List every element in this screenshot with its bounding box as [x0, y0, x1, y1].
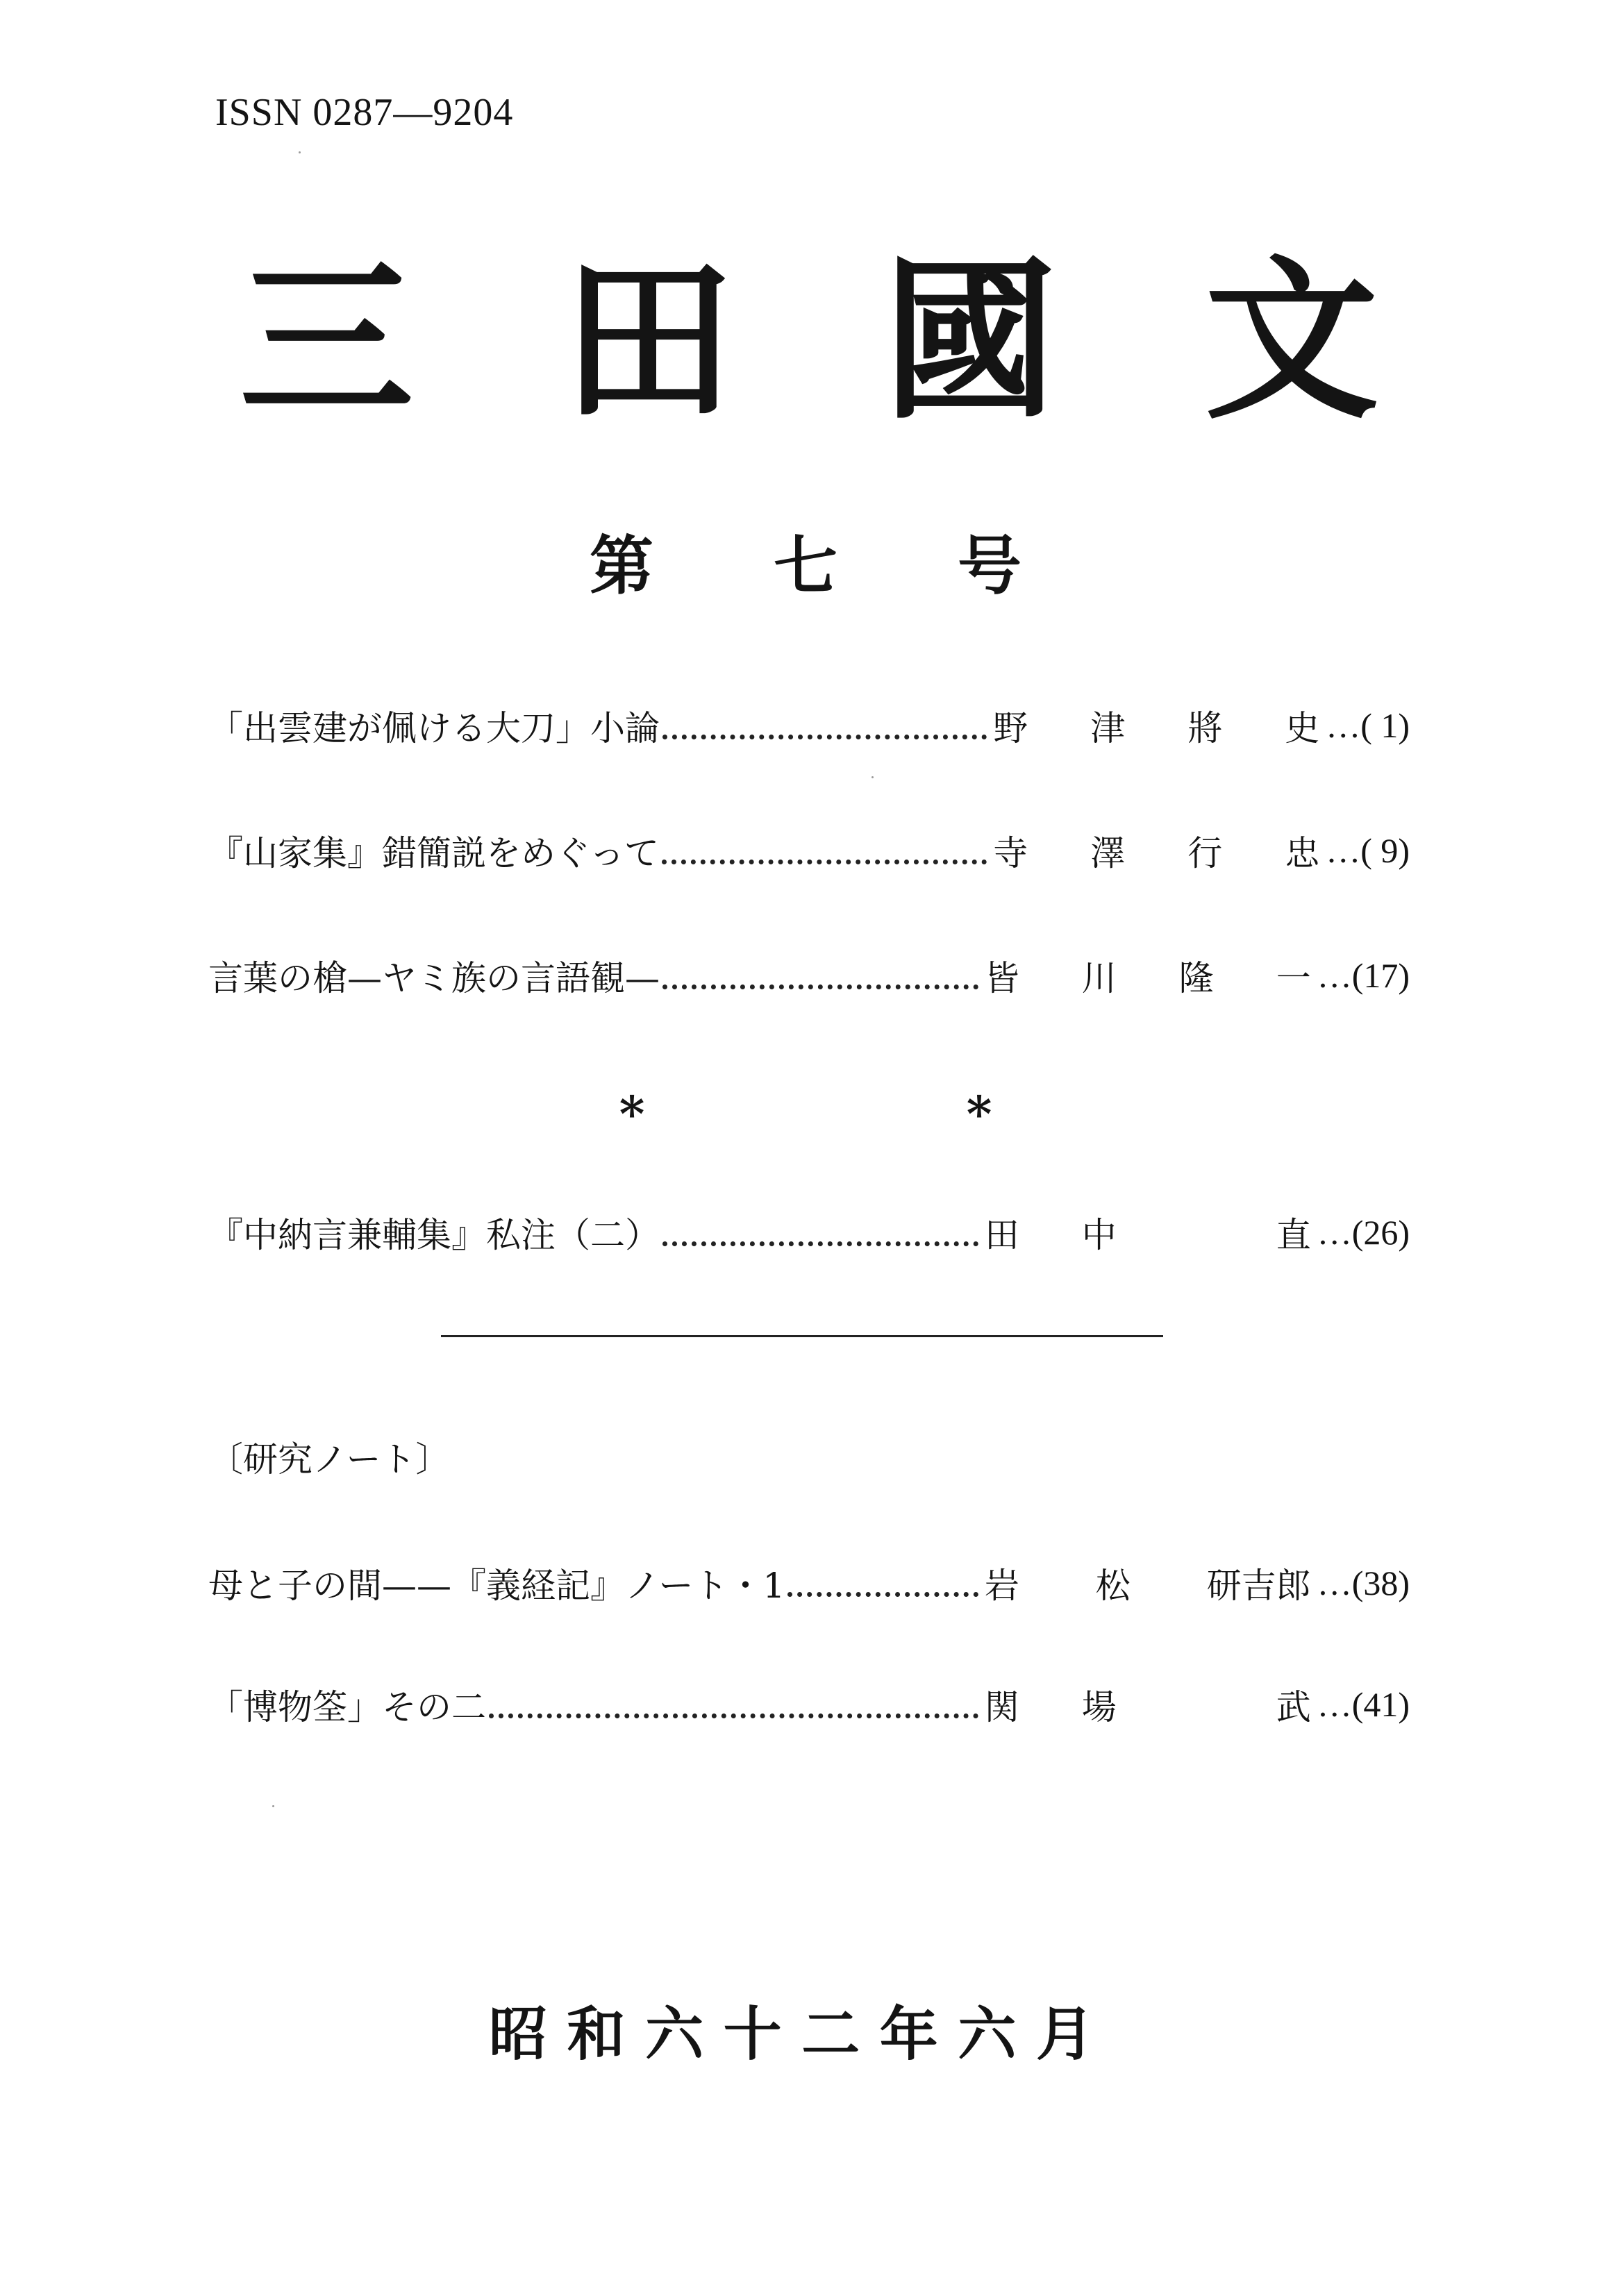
author-char: 史 — [1285, 708, 1320, 748]
journal-title-char: 文 — [1204, 238, 1378, 442]
note-title: 母と子の間——『義経記』ノート・1 — [208, 1566, 785, 1606]
page-number: …(17) — [1317, 956, 1410, 995]
star-mark: * — [619, 1085, 645, 1143]
date-char: 十 — [723, 2000, 782, 2068]
article-author — [990, 701, 1323, 751]
issue-number-char: 第 — [589, 528, 653, 603]
author-char: 野 — [993, 708, 1028, 748]
dot-leader — [662, 1241, 978, 1246]
author-char: 津 — [1090, 708, 1126, 748]
author-char: 川 — [1081, 958, 1117, 998]
page-number: …( 1) — [1326, 706, 1410, 745]
star-mark: * — [966, 1085, 992, 1143]
journal-title-char: 三 — [240, 238, 413, 442]
author-char: 皆 — [984, 958, 1019, 998]
article-title: 「出雲建が佩ける大刀」小論 — [208, 708, 660, 748]
author-char — [1176, 1679, 1217, 1729]
author-char: 岩 — [984, 1566, 1019, 1606]
dot-leader — [662, 984, 978, 989]
journal-title — [236, 240, 1382, 441]
date-char: 和 — [567, 2000, 626, 2068]
note-author — [981, 1558, 1315, 1608]
issn-number: ISSN 0287—9204 — [215, 91, 514, 134]
note-author — [981, 1679, 1315, 1729]
author-char: 武 — [1276, 1687, 1311, 1727]
author-char: 直 — [1276, 1215, 1311, 1255]
page-number: …(26) — [1317, 1213, 1410, 1252]
date-char: 月 — [1035, 2000, 1094, 2068]
dot-leader — [662, 735, 987, 739]
toc-entry — [208, 1677, 1410, 1732]
toc-entry — [208, 823, 1410, 878]
author-char: 中 — [1081, 1215, 1117, 1255]
issue-number-char: 号 — [957, 528, 1021, 603]
page-number: …(38) — [1317, 1564, 1410, 1602]
note-title: 「博物筌」その二 — [208, 1687, 486, 1727]
research-notes-heading: 〔研究ノート〕 — [208, 1439, 451, 1480]
date-char: 六 — [645, 2000, 704, 2068]
author-char: 田 — [984, 1215, 1019, 1255]
date-char: 年 — [879, 2000, 938, 2068]
page-number: …(41) — [1317, 1685, 1410, 1724]
toc-entry — [208, 948, 1410, 1003]
dot-leader — [787, 1592, 978, 1597]
toc-entry — [208, 1555, 1410, 1611]
journal-title-char: 國 — [883, 238, 1057, 442]
dot-leader — [489, 1713, 978, 1718]
dot-leader — [662, 860, 987, 864]
author-char: 研吉郎 — [1206, 1566, 1311, 1606]
author-char: 隆 — [1178, 958, 1214, 998]
author-char: 松 — [1095, 1566, 1131, 1606]
date-char: 六 — [958, 2000, 1017, 2068]
issue-number — [583, 528, 1028, 604]
author-char: 関 — [984, 1687, 1019, 1727]
author-char: 澤 — [1090, 833, 1126, 873]
article-author — [981, 1207, 1315, 1257]
scan-speck — [272, 1805, 274, 1807]
article-title: 言葉の槍—ヤミ族の言語観— — [208, 958, 660, 998]
author-char: 一 — [1276, 958, 1311, 998]
issue-number-char: 七 — [773, 528, 837, 603]
author-char: 寺 — [993, 833, 1028, 873]
author-char: 將 — [1187, 708, 1223, 748]
toc-entry — [208, 698, 1410, 753]
journal-title-char: 田 — [561, 238, 735, 442]
publication-date — [486, 2000, 1097, 2069]
author-char: 場 — [1081, 1687, 1117, 1727]
author-char — [1176, 1207, 1217, 1257]
author-char: 行 — [1187, 833, 1223, 873]
scan-speck — [871, 776, 874, 778]
author-char: 忠 — [1285, 833, 1320, 873]
date-char: 昭 — [488, 2000, 547, 2068]
scan-speck — [299, 151, 301, 153]
date-char: 二 — [801, 2000, 860, 2068]
article-title: 『山家集』錯簡説をめぐって — [208, 833, 659, 873]
page-number: …( 9) — [1326, 831, 1410, 870]
horizontal-divider — [441, 1335, 1163, 1337]
article-author — [990, 826, 1323, 875]
article-title: 『中納言兼輔集』私注（二） — [208, 1215, 660, 1255]
toc-entry — [208, 1205, 1410, 1260]
article-author — [981, 950, 1315, 1000]
section-separator-stars — [611, 1087, 1000, 1142]
